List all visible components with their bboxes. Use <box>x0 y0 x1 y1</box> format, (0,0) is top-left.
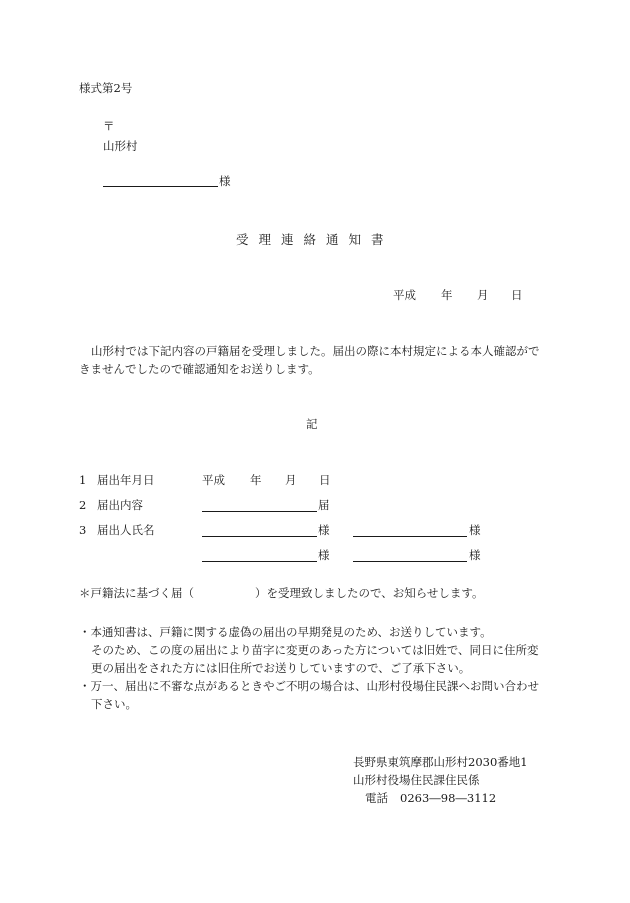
contact-address: 長野県東筑摩郡山形村2030番地1 <box>353 755 528 769</box>
item-2-number: 2 <box>79 498 87 512</box>
issue-date-year: 年 <box>441 288 453 302</box>
recipient-suffix: 様 <box>219 174 231 188</box>
applicant-suffix-2: 様 <box>469 523 481 537</box>
item-1-month: 月 <box>285 473 297 487</box>
ki-heading: 記 <box>306 417 318 431</box>
issue-date-era: 平成 <box>393 288 416 302</box>
note-1-line-2: そのため、この度の届出により苗字に変更のあった方については旧姓で、同日に住所変 <box>91 643 539 657</box>
item-2-content-line[interactable] <box>202 511 317 512</box>
body-line-2: きませんでしたので確認通知をお送りします。 <box>79 362 320 376</box>
applicant-name-line-1[interactable] <box>202 536 317 537</box>
sender-village: 山形村 <box>103 139 138 153</box>
notice-suffix: ）を受理致しましたので、お知らせします。 <box>255 586 484 600</box>
note-2-line-1: ・万一、届出に不審な点があるときやご不明の場合は、山形村役場住民課へお問い合わせ <box>79 679 539 693</box>
applicant-suffix-3: 様 <box>318 548 330 562</box>
postal-mark: 〒 <box>103 119 115 133</box>
note-1-line-1: ・本通知書は、戸籍に関する虚偽の届出の早期発見のため、お送りしています。 <box>79 625 492 639</box>
item-3-label: 届出人氏名 <box>97 523 155 537</box>
contact-office: 山形村役場住民課住民係 <box>353 773 480 787</box>
item-1-year: 年 <box>250 473 262 487</box>
note-1-line-3: 更の届出をされた方には旧住所でお送りしていますので、ご了承下さい。 <box>91 661 471 675</box>
applicant-suffix-1: 様 <box>318 523 330 537</box>
notice-prefix: ＊戸籍法に基づく届（ <box>79 586 194 600</box>
item-1-day: 日 <box>319 473 331 487</box>
applicant-suffix-4: 様 <box>469 548 481 562</box>
document-title: 受理連絡通知書 <box>236 232 394 247</box>
body-line-1: 山形村では下記内容の戸籍届を受理しました。届出の際に本村規定による本人確認がで <box>91 344 540 358</box>
item-1-label: 届出年月日 <box>97 473 155 487</box>
issue-date-month: 月 <box>477 288 489 302</box>
form-number: 様式第2号 <box>79 81 133 95</box>
item-2-suffix: 届 <box>318 498 330 512</box>
issue-date-day: 日 <box>511 288 523 302</box>
recipient-name-line[interactable] <box>103 186 218 187</box>
item-1-era: 平成 <box>202 473 225 487</box>
applicant-name-line-2[interactable] <box>353 536 467 537</box>
contact-phone-label: 電話 <box>365 791 388 805</box>
applicant-name-line-3[interactable] <box>202 561 317 562</box>
item-3-number: 3 <box>79 523 87 537</box>
contact-phone: 0263―98―3112 <box>400 791 497 805</box>
applicant-name-line-4[interactable] <box>353 561 467 562</box>
note-2-line-2: 下さい。 <box>91 697 137 711</box>
item-1-number: 1 <box>79 473 87 487</box>
item-2-label: 届出内容 <box>97 498 143 512</box>
